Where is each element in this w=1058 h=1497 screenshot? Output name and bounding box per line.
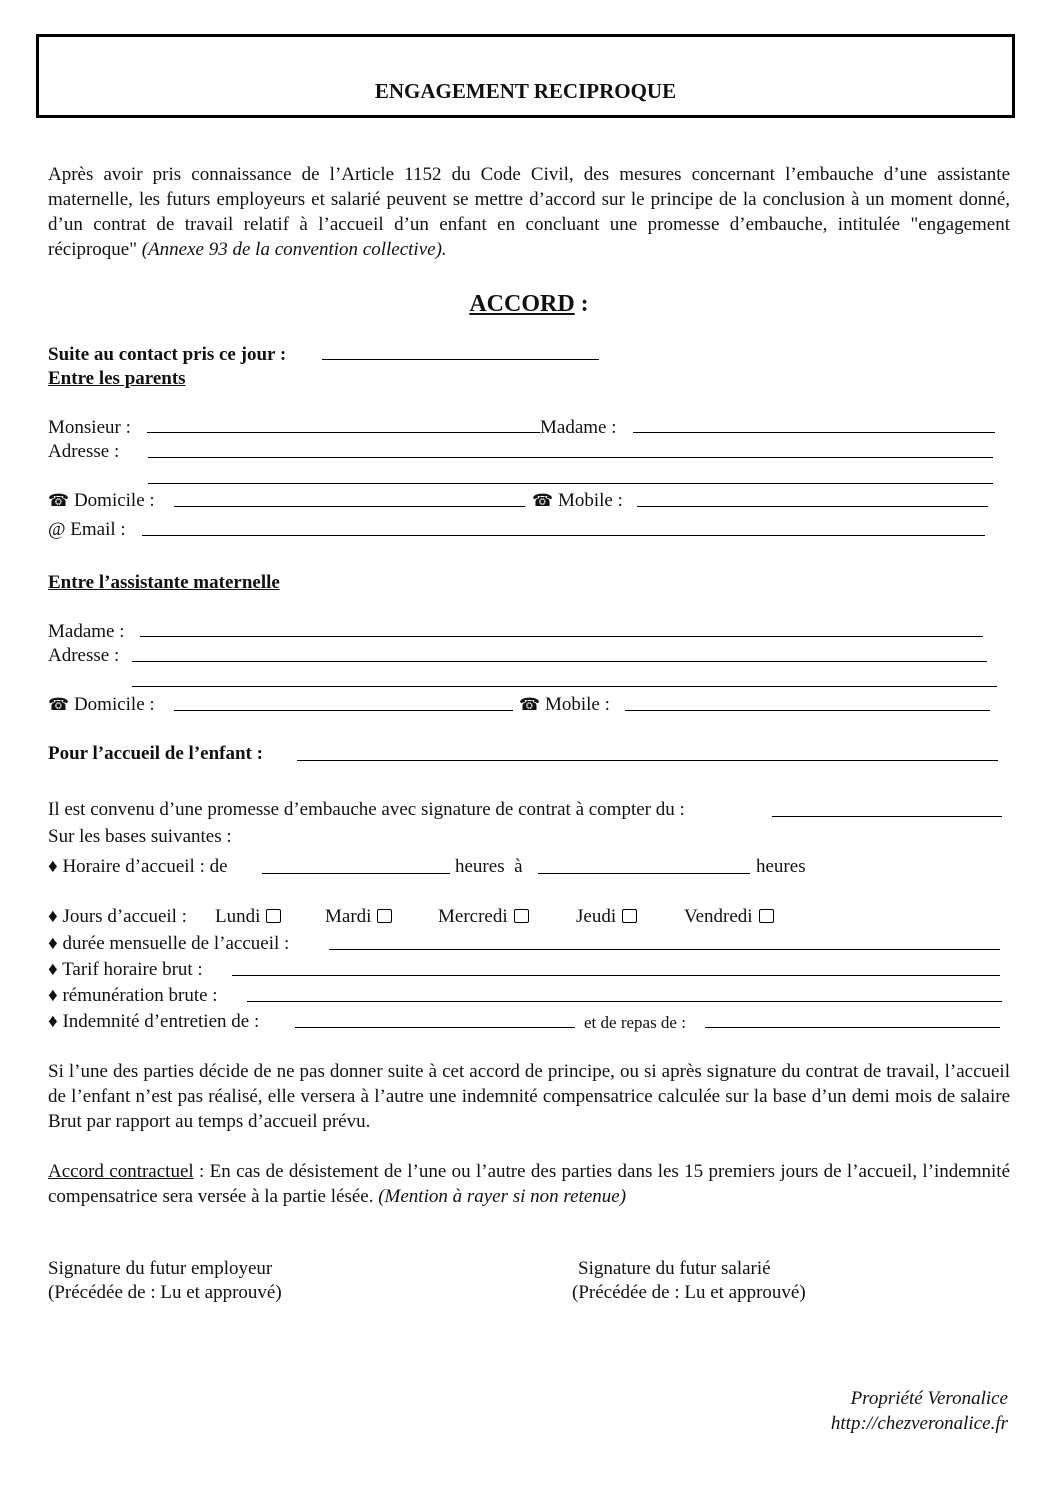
assistante-madame-field[interactable] [140, 636, 983, 637]
remuneration-label: rémunération brute : [62, 985, 218, 1006]
contact-date-label: Suite au contact pris ce jour : [48, 344, 287, 365]
signature-employeur-precedee: (Précédée de : Lu et approuvé) [48, 1282, 282, 1303]
bullet-icon: ♦ [48, 1011, 58, 1032]
day-jeudi[interactable] [576, 907, 637, 926]
day-lundi-label: Lundi [215, 906, 261, 927]
day-mardi[interactable] [325, 907, 392, 926]
tarif-field[interactable] [232, 975, 1000, 976]
parents-domicile-field[interactable] [174, 506, 525, 507]
intro-annex: (Annexe 93 de la convention collective). [141, 239, 447, 260]
horaire-start-field[interactable] [262, 873, 450, 874]
title-box [36, 34, 1015, 118]
parents-email-label: Email : [70, 519, 126, 540]
parents-madame-field[interactable] [633, 432, 995, 433]
bases-label: Sur les bases suivantes : [48, 826, 232, 847]
enfant-label: Pour l’accueil de l’enfant : [48, 743, 263, 764]
parents-domicile-label: Domicile : [73, 490, 155, 511]
day-vendredi-label: Vendredi [684, 906, 753, 927]
parents-adresse-label: Adresse : [48, 441, 120, 462]
duree-field[interactable] [329, 949, 1000, 950]
day-jeudi-label: Jeudi [576, 906, 617, 927]
remuneration-row [48, 986, 218, 1005]
document-title: ENGAGEMENT RECIPROQUE [374, 79, 677, 103]
phone-icon: ☎ [48, 491, 70, 511]
enfant-field[interactable] [297, 760, 998, 761]
phone-icon: ☎ [48, 695, 70, 715]
day-mardi-label: Mardi [325, 906, 372, 927]
signature-salarie-label: Signature du futur salarié [578, 1258, 771, 1279]
accord-heading [0, 292, 1058, 316]
accord-heading-text: ACCORD [469, 291, 575, 317]
checkbox-icon[interactable] [266, 909, 281, 923]
horaire-heures-1: heures à [455, 856, 523, 877]
tarif-row [48, 960, 203, 979]
day-mercredi[interactable] [438, 907, 529, 926]
footer-propriete: Propriété Veronalice [850, 1388, 1008, 1409]
horaire-label: Horaire d’accueil : de [62, 856, 228, 877]
at-icon: @ [48, 519, 66, 540]
intro-paragraph [48, 162, 1010, 262]
intro-text: Après avoir pris connaissance de l’Article 1152 du Code Civil, des mesures concernant l’embauche d’une assistante maternelle, les futurs employeurs et salarié peuvent se mettre d’accord sur le principe de la conclusion à un moment donné, d’un contrat de travail relatif à l’accueil d’un enfant en concluant une promesse d’embauche, intitulée "engagement réciproque" [48, 164, 1010, 260]
accord-contractuel-mention: (Mention à rayer si non retenue) [378, 1186, 627, 1207]
assistante-mobile-row [519, 695, 610, 714]
assistante-domicile-field[interactable] [174, 710, 513, 711]
desistement-paragraph: Si l’une des parties décide de ne pas donner suite à cet accord de principe, ou si après signature du contrat de travail, l’accueil de l’enfant n’est pas réalisé, elle versera à l’autre une indemnité compensatrice calculée sur la base d’un demi mois de salaire Brut par rapport au temps d’accueil prévu. [48, 1061, 1010, 1132]
bullet-icon: ♦ [48, 856, 58, 877]
parents-adresse-field-2[interactable] [148, 483, 993, 484]
checkbox-icon[interactable] [514, 909, 529, 923]
checkbox-icon[interactable] [622, 909, 637, 923]
parents-email-field[interactable] [142, 535, 985, 536]
parents-monsieur-label: Monsieur : [48, 417, 131, 438]
assistante-adresse-label: Adresse : [48, 645, 120, 666]
parents-domicile-row [48, 491, 155, 510]
accord-heading-colon: : [574, 291, 589, 317]
bullet-icon: ♦ [48, 906, 58, 927]
assistante-mobile-label: Mobile : [544, 694, 610, 715]
promesse-text: Il est convenu d’une promesse d’embauche avec signature de contrat à compter du : [48, 799, 685, 820]
bullet-icon: ♦ [48, 959, 58, 980]
assistante-madame-label: Madame : [48, 621, 125, 642]
parents-mobile-label: Mobile : [557, 490, 623, 511]
jours-row [48, 907, 187, 926]
day-mercredi-label: Mercredi [438, 906, 508, 927]
accord-contractuel-text: : En cas de désistement de l’une ou l’autre des parties dans les 15 premiers jours de l’accueil, l’indemnité compensatrice sera versée à la partie lésée. [48, 1161, 1011, 1207]
assistante-domicile-row [48, 695, 155, 714]
indemnite-repas-label: et de repas de : [584, 1013, 686, 1032]
parents-mobile-row [532, 491, 623, 510]
day-lundi[interactable] [215, 907, 281, 926]
assistante-adresse-field-2[interactable] [132, 686, 997, 687]
phone-icon: ☎ [519, 695, 541, 715]
parents-madame-label: Madame : [540, 417, 617, 438]
bullet-icon: ♦ [48, 985, 58, 1006]
horaire-row [48, 857, 228, 876]
promesse-date-field[interactable] [772, 816, 1002, 817]
assistante-domicile-label: Domicile : [73, 694, 155, 715]
signature-employeur-label: Signature du futur employeur [48, 1258, 273, 1279]
parents-email-row [48, 520, 126, 539]
signature-salarie-precedee: (Précédée de : Lu et approuvé) [572, 1282, 806, 1303]
day-vendredi[interactable] [684, 907, 774, 926]
accord-contractuel-label: Accord contractuel [48, 1161, 194, 1182]
checkbox-icon[interactable] [377, 909, 392, 923]
phone-icon: ☎ [532, 491, 554, 511]
indemnite-row [48, 1012, 259, 1031]
horaire-end-field[interactable] [538, 873, 750, 874]
duree-row [48, 934, 289, 953]
checkbox-icon[interactable] [759, 909, 774, 923]
parents-heading: Entre les parents [48, 368, 186, 389]
indemnite-repas-field[interactable] [705, 1027, 1000, 1028]
jours-label: Jours d’accueil : [62, 906, 187, 927]
contact-date-field[interactable] [322, 359, 599, 360]
remuneration-field[interactable] [247, 1001, 1002, 1002]
assistante-heading: Entre l’assistante maternelle [48, 572, 280, 593]
parents-monsieur-field[interactable] [147, 432, 540, 433]
parents-adresse-field-1[interactable] [148, 457, 993, 458]
indemnite-label: Indemnité d’entretien de : [62, 1011, 260, 1032]
horaire-heures-2: heures [756, 856, 806, 877]
accord-contractuel-paragraph [48, 1159, 1010, 1209]
bullet-icon: ♦ [48, 933, 58, 954]
assistante-adresse-field-1[interactable] [132, 661, 987, 662]
assistante-mobile-field[interactable] [625, 710, 990, 711]
duree-label: durée mensuelle de l’accueil : [62, 933, 290, 954]
footer-url[interactable]: http://chezveronalice.fr [830, 1413, 1008, 1434]
parents-mobile-field[interactable] [637, 506, 988, 507]
tarif-label: Tarif horaire brut : [62, 959, 203, 980]
indemnite-entretien-field[interactable] [295, 1027, 575, 1028]
